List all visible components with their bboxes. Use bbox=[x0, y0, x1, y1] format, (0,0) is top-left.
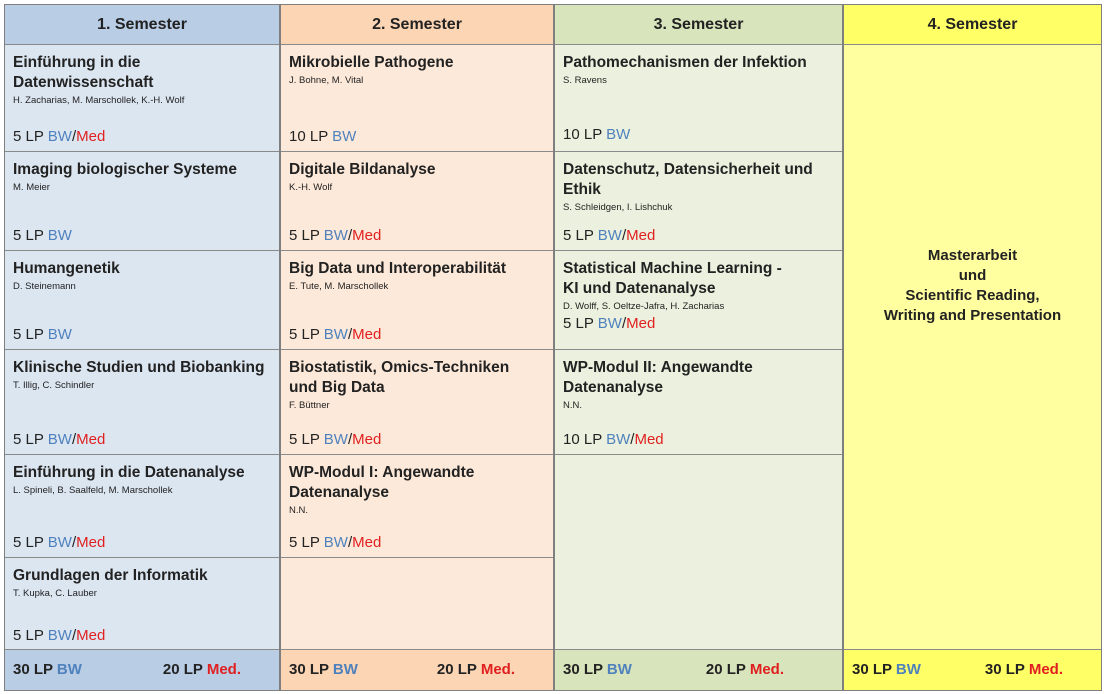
module-credits bbox=[13, 431, 105, 449]
module-title: Humangenetik bbox=[13, 260, 120, 277]
footer-right bbox=[985, 661, 1063, 678]
credits-separator: / bbox=[71, 627, 77, 644]
module-credits bbox=[289, 128, 356, 146]
module-cell bbox=[555, 350, 842, 455]
footer-lp: 30 LP bbox=[289, 661, 329, 678]
thesis-line: Masterarbeit bbox=[927, 247, 1018, 264]
module-lecturers: F. Büttner bbox=[289, 400, 330, 411]
module-credits bbox=[13, 534, 105, 552]
module-cell bbox=[555, 251, 842, 350]
module-title: Datenschutz, Datensicherheit und Ethik bbox=[563, 161, 813, 198]
module-lecturers: E. Tute, M. Marschollek bbox=[289, 281, 389, 292]
footer-right bbox=[163, 661, 241, 678]
credits-med: Med bbox=[626, 227, 656, 244]
footer-left bbox=[13, 661, 82, 678]
module-title: Einführung in die Datenwissenschaft bbox=[13, 54, 154, 91]
module-lecturers: N.N. bbox=[563, 400, 582, 411]
module-title: Einführung in die Datenanalyse bbox=[13, 464, 245, 481]
module-credits bbox=[289, 326, 381, 344]
footer-left bbox=[563, 661, 632, 678]
credits-separator: / bbox=[71, 534, 77, 551]
module-lecturers: T. Kupka, C. Lauber bbox=[13, 588, 97, 599]
credits-bw: BW bbox=[47, 534, 72, 551]
module-credits bbox=[13, 128, 105, 146]
module-title: Mikrobielle Pathogene bbox=[289, 54, 454, 71]
module-lecturers: J. Bohne, M. Vital bbox=[289, 75, 364, 86]
module-credits bbox=[563, 227, 655, 245]
module-cell bbox=[281, 251, 553, 350]
footer-med: Med. bbox=[480, 661, 515, 678]
semester-1-column bbox=[4, 4, 280, 691]
credits-separator: / bbox=[71, 128, 77, 145]
module-credits bbox=[13, 326, 72, 344]
credits-med: Med bbox=[76, 431, 106, 448]
credits-bw: BW bbox=[323, 431, 348, 448]
semester-2-header: 2. Semester bbox=[281, 5, 553, 45]
module-lecturers: D. Steinemann bbox=[13, 281, 76, 292]
footer-med: Med. bbox=[749, 661, 784, 678]
master-thesis-block bbox=[844, 246, 1101, 326]
credits-bw: BW bbox=[47, 227, 72, 244]
module-cell bbox=[5, 251, 279, 350]
credits-value: 5 LP bbox=[563, 315, 594, 332]
credits-value: 5 LP bbox=[13, 326, 44, 343]
credits-bw: BW bbox=[597, 315, 622, 332]
credits-separator: / bbox=[347, 326, 353, 343]
module-title: Digitale Bildanalyse bbox=[289, 161, 436, 178]
module-cell bbox=[5, 45, 279, 152]
semester-3-header: 3. Semester bbox=[555, 5, 842, 45]
module-lecturers: S. Schleidgen, I. Lishchuk bbox=[563, 202, 673, 213]
credits-med: Med bbox=[352, 326, 382, 343]
credits-bw: BW bbox=[47, 326, 72, 343]
module-credits bbox=[289, 534, 381, 552]
footer-lp: 20 LP bbox=[436, 661, 477, 678]
footer-med: Med. bbox=[1028, 661, 1063, 678]
module-cell bbox=[555, 152, 842, 251]
thesis-line: und bbox=[958, 267, 987, 284]
module-title: WP-Modul II: Angewandte Datenanalyse bbox=[563, 359, 753, 396]
module-lecturers: K.-H. Wolf bbox=[289, 182, 333, 193]
semester-1-footer bbox=[5, 649, 279, 690]
module-lecturers: M. Meier bbox=[13, 182, 50, 193]
semester-4-column bbox=[843, 4, 1102, 691]
module-credits bbox=[563, 126, 630, 144]
credits-value: 5 LP bbox=[13, 534, 44, 551]
semester-2-column bbox=[280, 4, 554, 691]
module-title: Statistical Machine Learning - KI und Datenanalyse bbox=[563, 260, 782, 297]
credits-value: 5 LP bbox=[13, 128, 44, 145]
credits-value: 5 LP bbox=[13, 227, 44, 244]
semester-4-footer bbox=[844, 649, 1101, 690]
footer-lp: 20 LP bbox=[162, 661, 203, 678]
module-cell bbox=[5, 455, 279, 558]
module-cell bbox=[5, 152, 279, 251]
credits-value: 5 LP bbox=[13, 431, 44, 448]
module-cell bbox=[281, 45, 553, 152]
credits-bw: BW bbox=[332, 128, 357, 145]
footer-lp: 20 LP bbox=[705, 661, 746, 678]
thesis-line: Writing and Presentation bbox=[883, 307, 1062, 324]
module-title: Klinische Studien und Biobanking bbox=[13, 359, 265, 376]
module-credits bbox=[563, 431, 664, 449]
footer-right bbox=[437, 661, 515, 678]
module-lecturers: N.N. bbox=[289, 505, 308, 516]
footer-right bbox=[706, 661, 784, 678]
credits-value: 10 LP bbox=[563, 431, 602, 448]
footer-lp: 30 LP bbox=[563, 661, 603, 678]
module-title: Grundlagen der Informatik bbox=[13, 567, 208, 584]
credits-med: Med bbox=[634, 431, 664, 448]
credits-value: 5 LP bbox=[289, 431, 320, 448]
module-lecturers: L. Spineli, B. Saalfeld, M. Marschollek bbox=[13, 485, 173, 496]
module-credits bbox=[13, 627, 105, 645]
credits-bw: BW bbox=[323, 534, 348, 551]
credits-bw: BW bbox=[323, 227, 348, 244]
credits-med: Med bbox=[76, 627, 106, 644]
credits-med: Med bbox=[76, 128, 106, 145]
credits-value: 5 LP bbox=[289, 227, 320, 244]
footer-left bbox=[852, 661, 921, 678]
footer-med: Med. bbox=[206, 661, 241, 678]
footer-lp: 30 LP bbox=[852, 661, 892, 678]
footer-bw: BW bbox=[332, 661, 358, 678]
module-title: Pathomechanismen der Infektion bbox=[563, 54, 807, 71]
credits-separator: / bbox=[621, 227, 627, 244]
module-lecturers: T. Illig, C. Schindler bbox=[13, 380, 95, 391]
module-title: WP-Modul I: Angewandte Datenanalyse bbox=[289, 464, 475, 501]
credits-value: 5 LP bbox=[289, 534, 320, 551]
credits-separator: / bbox=[347, 534, 353, 551]
credits-separator: / bbox=[630, 431, 635, 448]
module-cell bbox=[5, 558, 279, 650]
credits-bw: BW bbox=[597, 227, 622, 244]
credits-separator: / bbox=[71, 431, 77, 448]
module-credits bbox=[289, 227, 381, 245]
semester-4-header: 4. Semester bbox=[844, 5, 1101, 45]
credits-separator: / bbox=[347, 431, 353, 448]
module-cell bbox=[281, 455, 553, 558]
footer-lp: 30 LP bbox=[984, 661, 1025, 678]
module-cell bbox=[5, 350, 279, 455]
credits-bw: BW bbox=[606, 431, 631, 448]
module-lecturers: D. Wolff, S. Oeltze-Jafra, H. Zacharias bbox=[563, 301, 725, 312]
credits-value: 10 LP bbox=[563, 126, 602, 143]
footer-left bbox=[289, 661, 358, 678]
module-title: Imaging biologischer Systeme bbox=[13, 161, 237, 178]
credits-value: 5 LP bbox=[13, 627, 44, 644]
footer-bw: BW bbox=[56, 661, 82, 678]
credits-separator: / bbox=[621, 315, 627, 332]
footer-bw: BW bbox=[606, 661, 632, 678]
credits-bw: BW bbox=[47, 128, 72, 145]
module-cell bbox=[555, 45, 842, 152]
credits-med: Med bbox=[626, 315, 656, 332]
module-lecturers: S. Ravens bbox=[563, 75, 607, 86]
credits-bw: BW bbox=[323, 326, 348, 343]
footer-lp: 30 LP bbox=[13, 661, 53, 678]
module-title: Big Data und Interoperabilität bbox=[289, 260, 507, 277]
credits-med: Med bbox=[352, 227, 382, 244]
module-title: Biostatistik, Omics-Techniken und Big Data bbox=[289, 359, 510, 396]
credits-bw: BW bbox=[606, 126, 631, 143]
credits-med: Med bbox=[352, 534, 382, 551]
thesis-line: Scientific Reading, bbox=[905, 287, 1040, 304]
footer-bw: BW bbox=[895, 661, 921, 678]
module-lecturers: H. Zacharias, M. Marschollek, K.-H. Wolf bbox=[13, 95, 185, 106]
semester-3-footer bbox=[555, 649, 842, 690]
semester-2-footer bbox=[281, 649, 553, 690]
credits-med: Med bbox=[76, 534, 106, 551]
module-credits bbox=[13, 227, 72, 245]
empty-cell bbox=[555, 455, 842, 650]
credits-bw: BW bbox=[47, 431, 72, 448]
module-credits bbox=[563, 315, 834, 333]
module-credits bbox=[289, 431, 381, 449]
semester-1-header: 1. Semester bbox=[5, 5, 279, 45]
credits-separator: / bbox=[347, 227, 353, 244]
module-cell bbox=[281, 152, 553, 251]
credits-value: 5 LP bbox=[289, 326, 320, 343]
module-cell bbox=[281, 350, 553, 455]
credits-value: 5 LP bbox=[563, 227, 594, 244]
credits-med: Med bbox=[352, 431, 382, 448]
credits-value: 10 LP bbox=[289, 128, 328, 145]
credits-bw: BW bbox=[47, 627, 72, 644]
semester-3-column bbox=[554, 4, 843, 691]
